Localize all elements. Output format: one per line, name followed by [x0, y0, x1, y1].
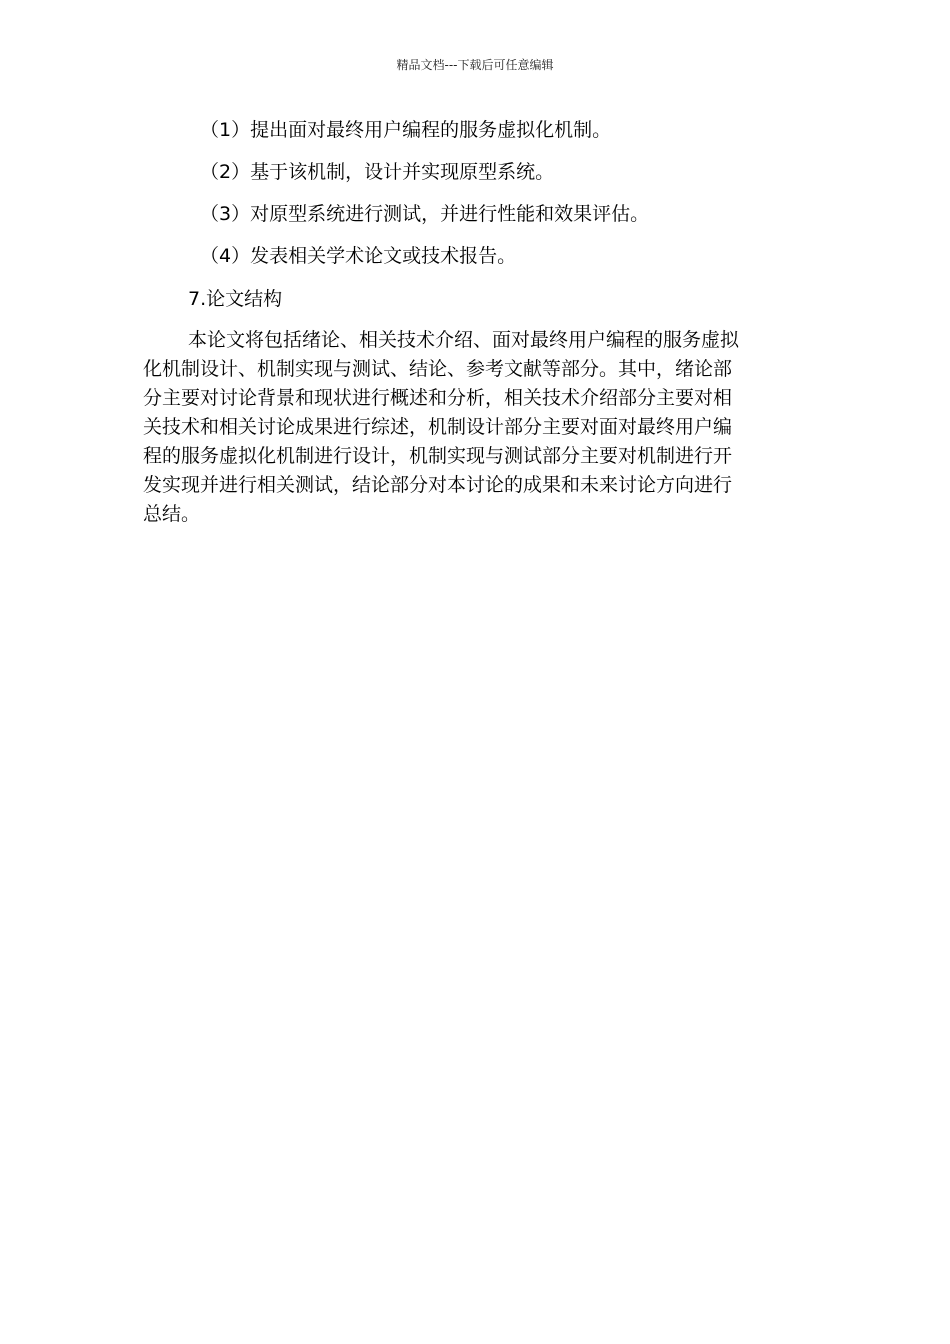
- paragraph-line: 程的服务虚拟化机制进行设计，机制实现与测试部分主要对机制进行开: [143, 445, 733, 467]
- paragraph-line: 化机制设计、机制实现与测试、结论、参考文献等部分。其中，绪论部: [143, 358, 733, 380]
- paragraph-line: 分主要对讨论背景和现状进行概述和分析，相关技术介绍部分主要对相: [143, 387, 733, 409]
- paragraph-line: 发实现并进行相关测试，结论部分对本讨论的成果和未来讨论方向进行: [143, 474, 733, 496]
- list-item-1: （1）提出面对最终用户编程的服务虚拟化机制。: [200, 119, 612, 141]
- paragraph-line: 关技术和相关讨论成果进行综述，机制设计部分主要对面对最终用户编: [143, 416, 733, 438]
- list-item-3: （3）对原型系统进行测试，并进行性能和效果评估。: [200, 203, 650, 225]
- body-paragraph: [143, 326, 793, 529]
- list-item-2: （2）基于该机制，设计并实现原型系统。: [200, 161, 555, 183]
- paragraph-line: 本论文将包括绪论、相关技术介绍、面对最终用户编程的服务虚拟: [188, 329, 740, 351]
- list-item-4: （4）发表相关学术论文或技术报告。: [200, 245, 517, 267]
- paragraph-line: 总结。: [143, 503, 201, 525]
- section-heading: 7.论文结构: [188, 288, 283, 310]
- page-header: 精品文档---下载后可任意编辑: [396, 58, 554, 72]
